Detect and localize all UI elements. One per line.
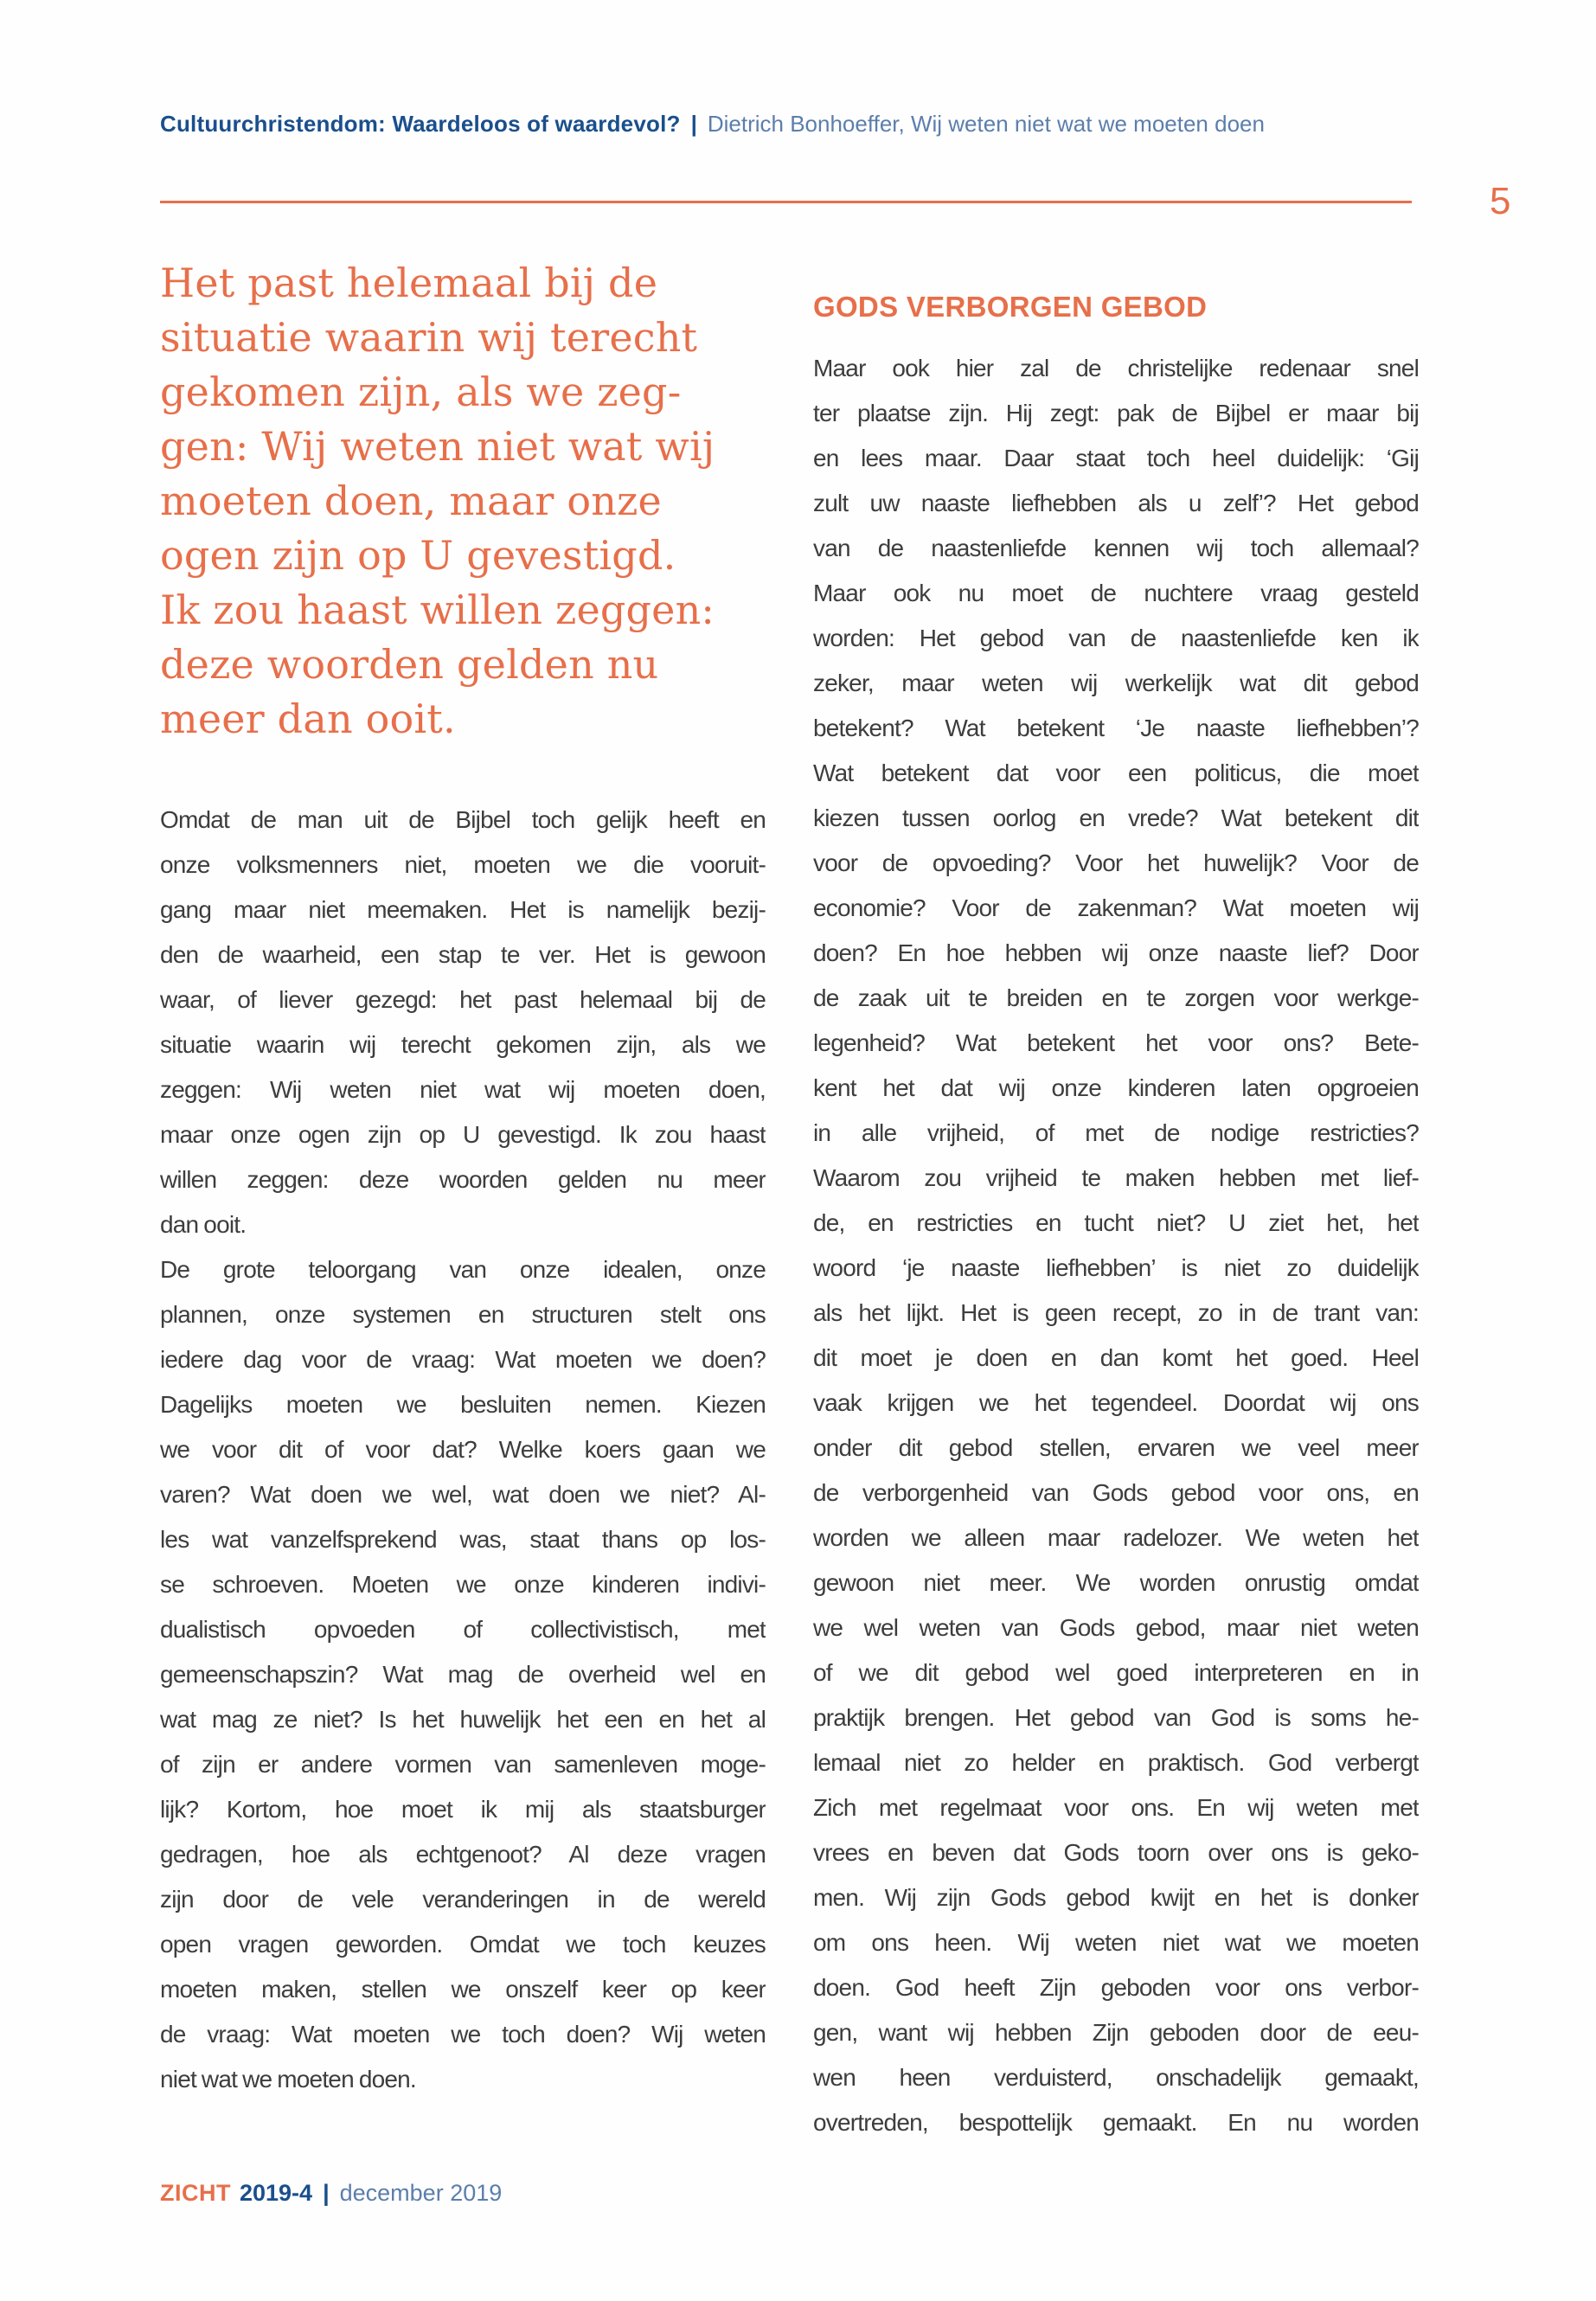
text-line: Maar ook hier zal de christelijke redenaar snel (813, 355, 1419, 381)
text-line: zeker, maar weten wij werkelijk wat dit gebod (813, 670, 1419, 696)
text-line: wen heen verduisterd, onschadelijk gemaakt, (813, 2064, 1419, 2091)
body-paragraph (160, 1247, 766, 2102)
header-separator: | (690, 111, 697, 137)
text-line: meer dan ooit. (160, 695, 456, 742)
text-line: moeten doen, maar onze (160, 478, 662, 524)
page-header (160, 111, 1265, 138)
text-line: vaak krijgen we het tegendeel. Doordat wij ons (813, 1389, 1419, 1416)
text-line: Het past helemaal bij de (160, 260, 658, 306)
text-line: De grote teloorgang van onze idealen, onze (160, 1256, 766, 1283)
text-line: praktijk brengen. Het gebod van God is soms he- (813, 1704, 1419, 1731)
text-line: Omdat de man uit de Bijbel toch gelijk heeft en (160, 806, 766, 833)
text-line: Wat betekent dat voor een politicus, die moet (813, 760, 1419, 786)
text-line: moeten maken, stellen we onszelf keer op keer (160, 1976, 766, 2003)
section-heading: GODS VERBORGEN GEBOD (813, 291, 1208, 323)
text-line: de vraag: Wat moeten we toch doen? Wij weten (160, 2021, 766, 2048)
text-line: ogen zijn op U gevestigd. (160, 532, 676, 579)
header-rule (160, 201, 1412, 203)
text-line: iedere dag voor de vraag: Wat moeten we doen? (160, 1346, 766, 1373)
text-line: gen, want wij hebben Zijn geboden door de eeu- (813, 2019, 1419, 2046)
text-line: doen? En hoe hebben wij onze naaste lief? Door (813, 939, 1419, 966)
text-line: men. Wij zijn Gods gebod kwijt en het is donker (813, 1884, 1419, 1911)
text-line: les wat vanzelfsprekend was, staat thans op los- (160, 1526, 766, 1553)
right-column (813, 346, 1419, 2145)
text-line: worden: Het gebod van de naastenliefde ken ik (813, 625, 1419, 651)
text-line: niet wat we moeten doen. (160, 2066, 416, 2093)
text-line: gekomen zijn, als we zeg- (160, 369, 682, 415)
text-line: dualistisch opvoeden of collectivistisch, met (160, 1616, 766, 1643)
magazine-name: ZICHT (160, 2180, 231, 2206)
text-line: of we dit gebod wel goed interpreteren en in (813, 1659, 1419, 1686)
pull-quote (160, 256, 792, 747)
text-line: doen. God heeft Zijn geboden voor ons verbor- (813, 1974, 1419, 2001)
text-line: ter plaatse zijn. Hij zegt: pak de Bijbel er maar bij (813, 400, 1419, 426)
text-line: lijk? Kortom, hoe moet ik mij als staatsburger (160, 1796, 766, 1823)
text-line: willen zeggen: deze woorden gelden nu meer (160, 1166, 766, 1193)
text-line: se schroeven. Moeten we onze kinderen indivi- (160, 1571, 766, 1598)
text-line: kent het dat wij onze kinderen laten opgroeien (813, 1074, 1419, 1101)
text-line: Dagelijks moeten we besluiten nemen. Kiezen (160, 1391, 766, 1418)
text-line: gedragen, hoe als echtgenoot? Al deze vragen (160, 1841, 766, 1868)
text-line: den de waarheid, een stap te ver. Het is gewoon (160, 941, 766, 968)
text-line: zult uw naaste liefhebben als u zelf’? Het gebod (813, 490, 1419, 516)
text-line: varen? Wat doen we wel, wat doen we niet? Al- (160, 1481, 766, 1508)
text-line: in alle vrijheid, of met de nodige restricties? (813, 1119, 1419, 1146)
text-line: onder dit gebod stellen, ervaren we veel meer (813, 1434, 1419, 1461)
left-column (160, 798, 766, 2102)
body-paragraph (813, 346, 1419, 2145)
text-line: wat mag ze niet? Is het huwelijk het een en het al (160, 1706, 766, 1733)
text-line: maar onze ogen zijn op U gevestigd. Ik zou haast (160, 1121, 766, 1148)
text-line: de verborgenheid van Gods gebod voor ons, en (813, 1479, 1419, 1506)
text-line: zijn door de vele veranderingen in de wereld (160, 1886, 766, 1913)
text-line: of zijn er andere vormen van samenleven moge- (160, 1751, 766, 1778)
text-line: plannen, onze systemen en structuren stelt ons (160, 1301, 766, 1328)
article-series-title: Cultuurchristendom: Waardeloos of waardevol? (160, 111, 681, 137)
text-line: voor de opvoeding? Voor het huwelijk? Voor de (813, 849, 1419, 876)
page-number: 5 (1490, 180, 1511, 222)
text-line: Maar ook nu moet de nuchtere vraag gesteld (813, 580, 1419, 606)
text-line: gang maar niet meemaken. Het is namelijk bezij- (160, 896, 766, 923)
page-footer (160, 2180, 502, 2207)
text-line: dit moet je doen en dan komt het goed. Heel (813, 1344, 1419, 1371)
text-line: we wel weten van Gods gebod, maar niet weten (813, 1614, 1419, 1641)
text-line: de zaak uit te breiden en te zorgen voor werkge- (813, 984, 1419, 1011)
text-line: economie? Voor de zakenman? Wat moeten wij (813, 894, 1419, 921)
text-line: worden we alleen maar radelozer. We weten het (813, 1524, 1419, 1551)
text-line: we voor dit of voor dat? Welke koers gaan we (160, 1436, 766, 1463)
text-line: waar, of liever gezegd: het past helemaal bij de (160, 986, 766, 1013)
text-line: zeggen: Wij weten niet wat wij moeten doen, (160, 1076, 766, 1103)
text-line: lemaal niet zo helder en praktisch. God verbergt (813, 1749, 1419, 1776)
text-line: gen: Wij weten niet wat wij (160, 423, 715, 470)
text-line: als het lijkt. Het is geen recept, zo in de trant van: (813, 1299, 1419, 1326)
body-paragraph (160, 798, 766, 1247)
text-line: Ik zou haast willen zeggen: (160, 586, 715, 633)
issue-date: december 2019 (339, 2180, 503, 2206)
text-line: betekent? Wat betekent ‘Je naaste liefhebben’? (813, 715, 1419, 741)
text-line: deze woorden gelden nu (160, 641, 659, 688)
text-line: om ons heen. Wij weten niet wat we moeten (813, 1929, 1419, 1956)
text-line: gewoon niet meer. We worden onrustig omdat (813, 1569, 1419, 1596)
issue-number: 2019-4 (239, 2180, 313, 2206)
text-line: situatie waarin wij terecht (160, 314, 698, 361)
text-line: open vragen geworden. Omdat we toch keuzes (160, 1931, 766, 1958)
text-line: kiezen tussen oorlog en vrede? Wat betekent dit (813, 804, 1419, 831)
text-line: Waarom zou vrijheid te maken hebben met lief- (813, 1164, 1419, 1191)
text-line: dan ooit. (160, 1211, 247, 1238)
text-line: overtreden, bespottelijk gemaakt. En nu worden (813, 2109, 1419, 2136)
text-line: van de naastenliefde kennen wij toch allemaal? (813, 535, 1419, 561)
text-line: vrees en beven dat Gods toorn over ons is geko- (813, 1839, 1419, 1866)
text-line: onze volksmenners niet, moeten we die vooruit- (160, 851, 766, 878)
text-line: woord ‘je naaste liefhebben’ is niet zo duidelijk (813, 1254, 1419, 1281)
text-line: situatie waarin wij terecht gekomen zijn, als we (160, 1031, 766, 1058)
footer-separator: | (323, 2180, 330, 2206)
text-line: Zich met regelmaat voor ons. En wij weten met (813, 1794, 1419, 1821)
text-line: de, en restricties en tucht niet? U ziet het, het (813, 1209, 1419, 1236)
text-line: en lees maar. Daar staat toch heel duidelijk: ‘Gij (813, 445, 1419, 471)
text-line: legenheid? Wat betekent het voor ons? Bete- (813, 1029, 1419, 1056)
text-line: gemeenschapszin? Wat mag de overheid wel en (160, 1661, 766, 1688)
article-subtitle: Dietrich Bonhoeffer, Wij weten niet wat we moeten doen (707, 111, 1265, 137)
